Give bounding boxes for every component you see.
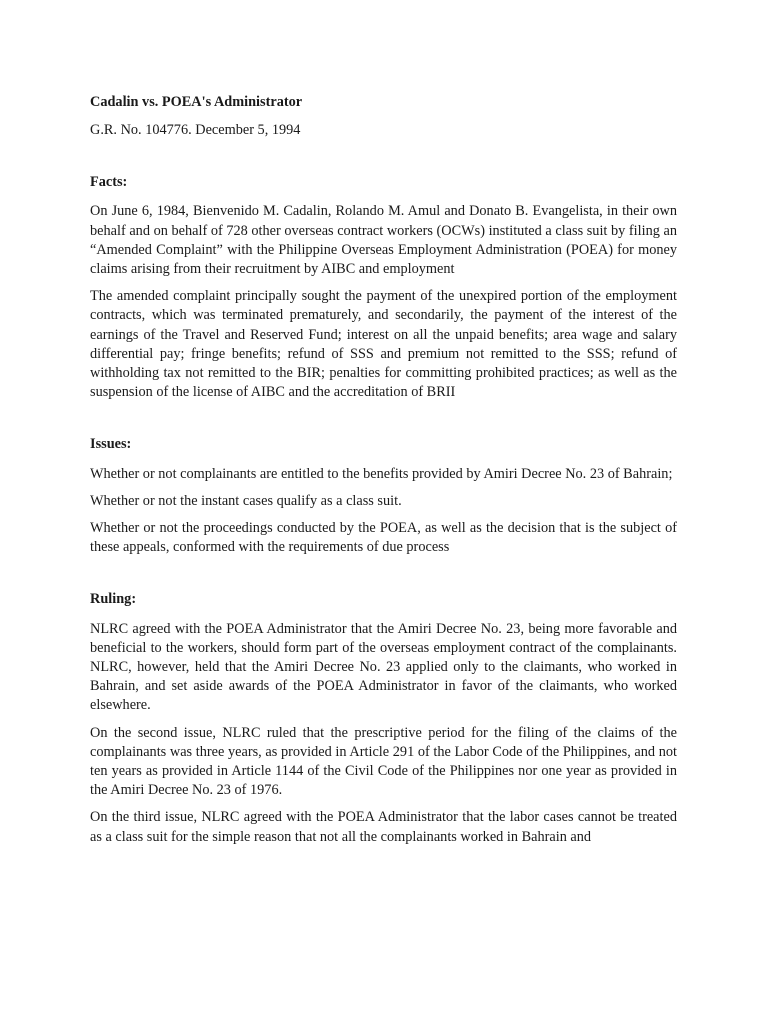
case-citation: G.R. No. 104776. December 5, 1994 [90,122,301,138]
facts-paragraph: On June 6, 1984, Bienvenido M. Cadalin, Rolando M. Amul and Donato B. Evangelista, in their own behalf and on behalf of 728 other overseas contract workers (OCWs) instituted a class suit by filing an “Amended Complaint” with the Philippine Overseas Employment Administration (POEA) for money claims arising from their recruitment by AIBC and employment [90,203,677,278]
document-body [90,92,677,847]
facts-paragraph: The amended complaint principally sought the payment of the unexpired portion of the employment contracts, which was terminated prematurely, and secondarily, the payment of the interest of the earnings of the Travel and Reserved Fund; interest on all the unpaid benefits; area wage and salary differential pay; fringe benefits; refund of SSS and premium not remitted to the SSS; refund of withholding tax not remitted to the BIR; penalties for committing prohibited practices; as well as the suspension of the license of AIBC and the accreditation of BRII [90,288,677,401]
issue-item: Whether or not complainants are entitled to the benefits provided by Amiri Decree No. 23 of Bahrain; [90,465,673,482]
issue-item: Whether or not the proceedings conducted by the POEA, as well as the decision that is the subject of these appeals, conformed with the requirements of due process [90,520,677,556]
ruling-paragraph: NLRC agreed with the POEA Administrator that the Amiri Decree No. 23, being more favorable and beneficial to the workers, should form part of the overseas employment contract of the complainants. NLRC, however, held that the Amiri Decree No. 23 applied only to the claimants, who worked in Bahrain, and set aside awards of the POEA Administrator in favor of the claimants, who worked elsewhere. [90,620,677,714]
ruling-heading: Ruling: [90,591,137,608]
ruling-paragraph: On the third issue, NLRC agreed with the POEA Administrator that the labor cases cannot be treated as a class suit for the simple reason that not all the complainants worked in Bahrain and [90,809,677,845]
ruling-paragraph: On the second issue, NLRC ruled that the prescriptive period for the filing of the claims of the complainants was three years, as provided in Article 291 of the Labor Code of the Philippines, and not ten years as provided in Article 1144 of the Civil Code of the Philippines nor one year as provided in the Amiri Decree No. 23 of 1976. [90,724,677,799]
case-title: Cadalin vs. POEA's Administrator [90,94,303,110]
issues-heading: Issues: [90,436,132,453]
facts-heading: Facts: [90,174,128,191]
issue-item: Whether or not the instant cases qualify as a class suit. [90,492,402,509]
